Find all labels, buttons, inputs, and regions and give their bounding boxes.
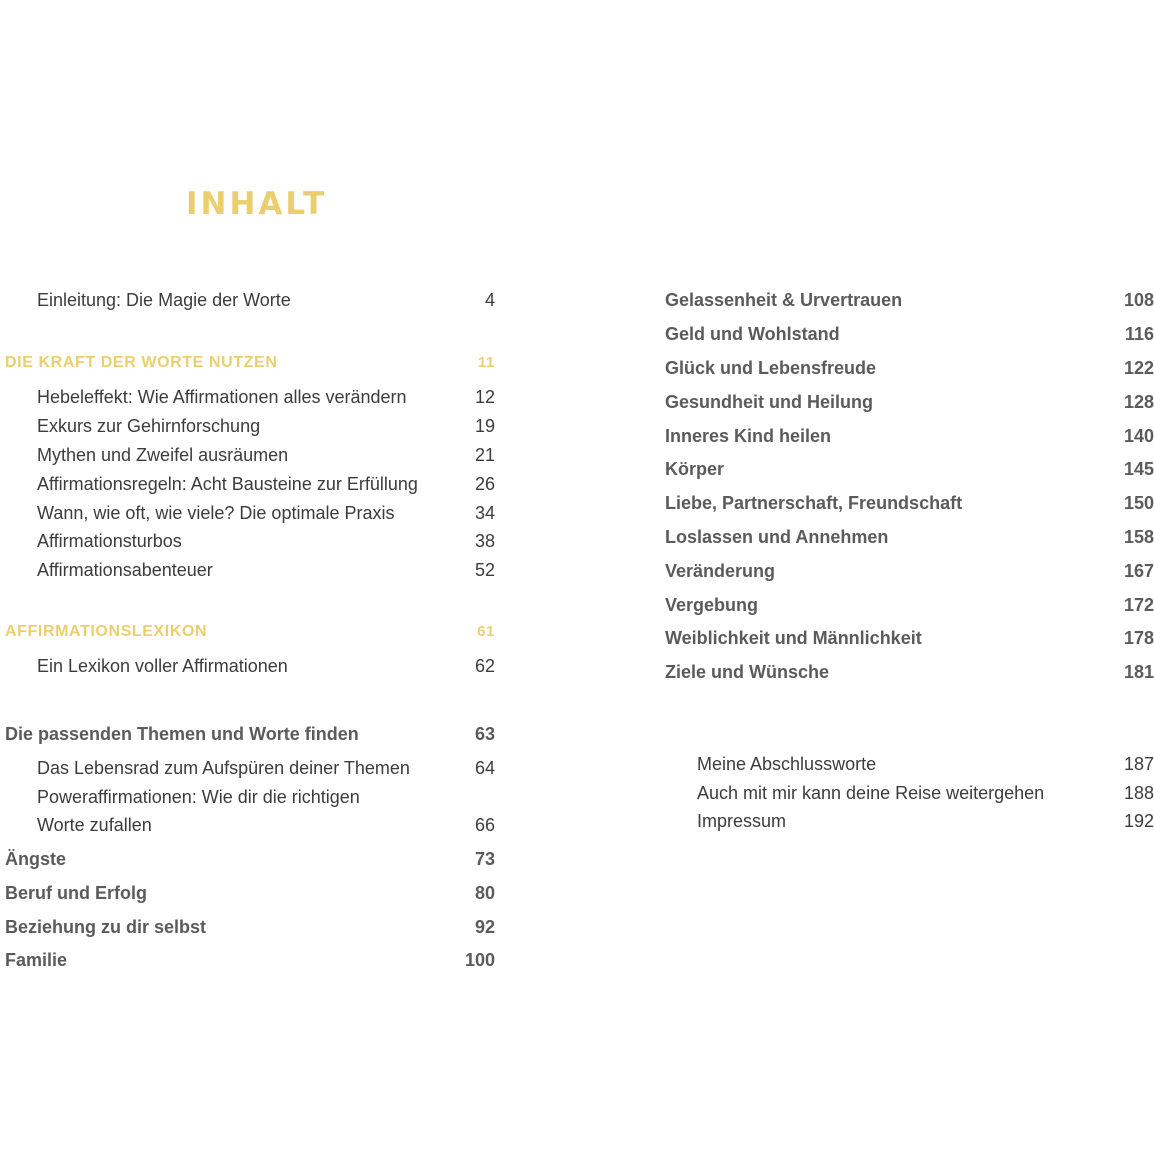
toc-chapter-label: Vergebung [665,595,759,615]
toc-entry-page: 64 [474,758,495,778]
toc-chapter-page: 167 [1123,561,1154,581]
toc-entry-label: Ein Lexikon voller Affirmationen [37,656,288,676]
toc-chapter[interactable] [5,849,495,870]
toc-section-label: AFFIRMATIONSLEXIKON [5,623,208,640]
toc-chapter-label: Körper [665,459,725,479]
toc-chapter-page: 172 [1123,595,1154,615]
toc-chapter[interactable] [665,595,1154,616]
toc-entry-label: Das Lebensrad zum Aufspüren deiner Themen [37,758,410,778]
toc-section-page: 11 [477,354,495,371]
toc-chapter[interactable] [665,561,1154,582]
toc-chapter-page: 108 [1123,290,1154,310]
toc-entry[interactable] [37,560,495,581]
toc-section-heading[interactable] [5,354,495,372]
toc-entry-label: Meine Abschlussworte [697,754,877,774]
toc-chapter[interactable] [665,459,1154,480]
toc-chapter[interactable] [665,324,1154,345]
toc-entry-label: Affirmationsturbos [37,531,182,551]
toc-chapter[interactable] [665,527,1154,548]
toc-entry[interactable] [37,387,495,408]
toc-chapter-label: Gelassenheit & Urvertrauen [665,290,903,310]
toc-entry-label: Worte zufallen [37,815,152,835]
toc-chapter-label: Geld und Wohlstand [665,324,840,344]
toc-entry-page: 66 [474,815,495,835]
toc-chapter[interactable] [665,426,1154,447]
toc-entry-page: 21 [474,445,495,465]
toc-entry[interactable] [37,758,495,779]
toc-entry-page: 34 [474,503,495,523]
toc-chapter[interactable] [5,950,495,971]
toc-entry-page: 4 [484,290,495,310]
toc-entry[interactable] [697,783,1154,804]
toc-chapter-page: 158 [1123,527,1154,547]
toc-entry-page: 19 [474,416,495,436]
toc-chapter-label: Familie [5,950,68,970]
toc-entry[interactable] [37,445,495,466]
toc-chapter[interactable] [5,917,495,938]
toc-chapter-label: Loslassen und Annehmen [665,527,889,547]
toc-chapter-page: 116 [1124,324,1154,344]
toc-chapter-label: Die passenden Themen und Worte finden [5,724,359,744]
toc-chapter-label: Glück und Lebensfreude [665,358,877,378]
toc-entry[interactable] [697,754,1154,775]
toc-entry-label: Exkurs zur Gehirnforschung [37,416,261,436]
toc-chapter-page: 100 [464,950,495,970]
toc-entry-label: Mythen und Zweifel ausräumen [37,445,289,465]
toc-chapter-label: Veränderung [665,561,776,581]
toc-chapter-page: 128 [1123,392,1154,412]
toc-entry-page: 192 [1123,811,1154,831]
toc-chapter[interactable] [665,662,1154,683]
toc-chapter-page: 150 [1123,493,1154,513]
toc-entry[interactable] [37,531,495,552]
toc-chapter-label: Liebe, Partnerschaft, Freundschaft [665,493,963,513]
toc-entry-label: Einleitung: Die Magie der Worte [37,290,291,310]
toc-chapter-label: Ziele und Wünsche [665,662,830,682]
toc-entry-label: Poweraffirmationen: Wie dir die richtigen [37,787,360,807]
toc-chapter-label: Ängste [5,849,67,869]
toc-chapter-label: Beziehung zu dir selbst [5,917,207,937]
toc-entry-label: Auch mit mir kann deine Reise weitergehen [697,783,1045,803]
toc-section-page: 61 [477,623,495,640]
toc-chapter-page: 80 [474,883,495,903]
toc-chapter[interactable] [665,628,1154,649]
toc-entry[interactable] [697,811,1154,832]
toc-entry-label: Wann, wie oft, wie viele? Die optimale Praxis [37,503,395,523]
toc-entry-label: Hebeleffekt: Wie Affirmationen alles verändern [37,387,407,407]
toc-section-heading[interactable] [5,623,495,641]
toc-entry-label: Affirmationsregeln: Acht Bausteine zur Erfüllung [37,474,418,494]
toc-entry[interactable] [37,416,495,437]
toc-chapter-page: 178 [1123,628,1154,648]
toc-entry-page: 188 [1123,783,1154,803]
toc-chapter[interactable] [665,392,1154,413]
toc-entry-label: Affirmationsabenteuer [37,560,213,580]
toc-entry[interactable] [37,290,495,311]
toc-entry-label: Impressum [697,811,787,831]
toc-chapter-page: 145 [1123,459,1154,479]
toc-section-label: DIE KRAFT DER WORTE NUTZEN [5,354,278,371]
toc-entry[interactable] [37,815,495,836]
toc-chapter[interactable] [5,724,495,745]
toc-chapter-page: 63 [474,724,495,744]
toc-entry-page: 26 [474,474,495,494]
toc-entry-page: 12 [474,387,495,407]
toc-entry[interactable] [37,656,495,677]
toc-chapter-page: 92 [474,917,495,937]
toc-chapter-page: 73 [474,849,495,869]
toc-entry[interactable] [37,503,495,524]
toc-chapter[interactable] [5,883,495,904]
toc-chapter[interactable] [665,290,1154,311]
toc-chapter-label: Gesundheit und Heilung [665,392,873,412]
toc-chapter-page: 140 [1123,426,1154,446]
toc-chapter-page: 181 [1123,662,1154,682]
toc-chapter-label: Beruf und Erfolg [5,883,147,903]
toc-chapter-label: Inneres Kind heilen [665,426,832,446]
toc-entry-page: 52 [474,560,495,580]
toc-entry[interactable] [37,474,495,495]
page-title: INHALT [186,186,328,222]
toc-chapter-page: 122 [1123,358,1154,378]
toc-entry[interactable] [37,787,495,808]
toc-entry-page: 38 [474,531,495,551]
toc-chapter-label: Weiblichkeit und Männlichkeit [665,628,922,648]
toc-entry-page: 62 [474,656,495,676]
toc-chapter[interactable] [665,358,1154,379]
toc-entry-page: 187 [1123,754,1154,774]
toc-chapter[interactable] [665,493,1154,514]
